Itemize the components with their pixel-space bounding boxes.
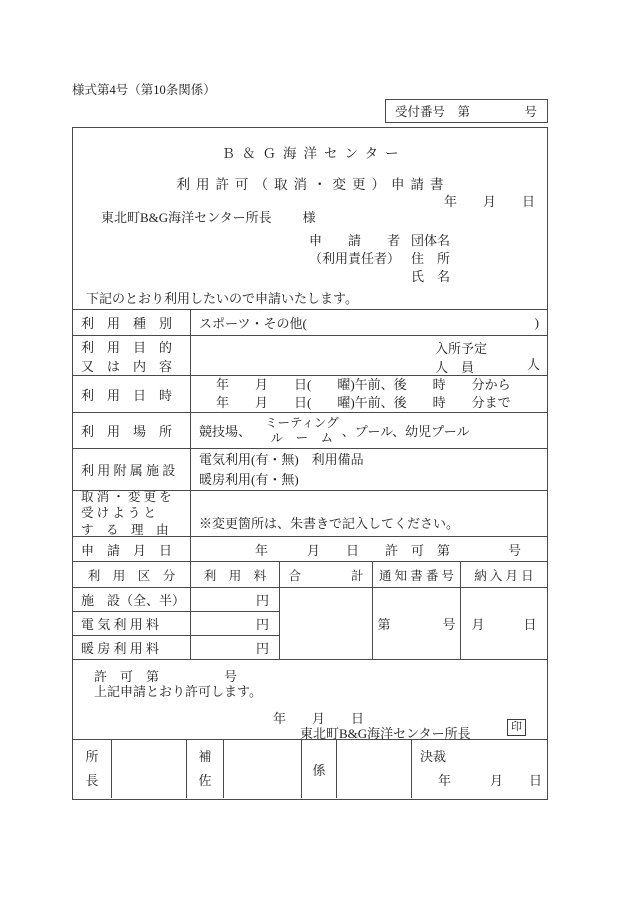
receipt-number-suffix: 号: [524, 105, 537, 119]
address-field: 住 所: [411, 250, 451, 266]
fee-row-heating: [73, 635, 280, 659]
row-usage-purpose: [73, 335, 547, 375]
meeting-room-stacked-label: [265, 416, 339, 446]
change-reason-label-line2: 受 け よ う と: [81, 506, 157, 521]
applicant-label: 申 請 者: [309, 233, 401, 248]
payment-date-cell: 月 日: [471, 617, 537, 632]
personnel-label: 人 員: [434, 359, 474, 375]
row-application-date: [73, 536, 547, 561]
honorific: 様: [302, 210, 316, 225]
meeting-room-line2: ル ー ム: [270, 430, 334, 445]
form-number: 様式第4号（第10条関係）: [72, 83, 216, 97]
fee-row-electricity: [73, 611, 280, 635]
staff-label-cell: [302, 740, 337, 798]
application-date-line: 年 月 日: [443, 194, 535, 209]
change-reason-value: [191, 491, 547, 536]
responsible-person-label: （利用責任者）: [309, 250, 401, 266]
name-field: 氏 名: [411, 268, 451, 284]
red-ink-note: ※変更箇所は、朱書きで記入してください。: [199, 516, 460, 531]
fee-row-facility: [73, 588, 280, 611]
usage-purpose-label: [73, 336, 191, 375]
usage-datetime-label: 利 用 日 時: [73, 376, 191, 412]
director-label-cell: [73, 740, 112, 798]
fee-heating-amount: 円: [191, 636, 280, 659]
change-reason-label-line1: 取 消 ・ 変 更 を: [81, 490, 172, 505]
fee-table-header: [73, 561, 547, 587]
application-date-text: 年 月 日 許 可 第: [255, 542, 451, 558]
planned-attendance-block: [435, 340, 487, 378]
assistant-stamp-cell: [224, 740, 302, 798]
applicant-row-address: [309, 250, 450, 268]
fee-rows: [73, 588, 280, 659]
fee-facility-label: 施 設（全、半）: [73, 588, 191, 611]
person-count-unit: 人: [526, 357, 540, 372]
row-usage-place: [73, 412, 547, 448]
director-label: 所長: [85, 748, 99, 788]
form-header: [73, 128, 547, 309]
permission-grant-statement: 上記申請とおり許可します。: [94, 684, 262, 699]
fee-facility-amount: 円: [191, 588, 280, 611]
fee-total-cell: [280, 588, 373, 659]
change-reason-label: [73, 491, 191, 536]
permission-signer: 東北町B&G海洋センター所長: [300, 726, 471, 741]
decision-date: 年 月 日: [438, 773, 543, 788]
assistant-label-cell: [187, 740, 224, 798]
application-form: [72, 127, 548, 800]
fee-electricity-amount: 円: [191, 612, 280, 635]
row-usage-type: [73, 309, 547, 335]
attached-facilities-label: 利 用 附 属 施 設: [73, 449, 191, 490]
application-date-label: 申 請 月 日: [73, 537, 191, 561]
applicant-row-name: [309, 268, 450, 286]
usage-type-paren-close: ): [534, 314, 539, 330]
attached-facilities-value: [191, 449, 547, 490]
addressee: 東北町B&G海洋センター所長: [101, 210, 272, 225]
usage-type-value: [191, 310, 547, 335]
fee-electricity-label: 電 気 利 用 料: [73, 612, 191, 635]
usage-place-value: [191, 413, 547, 448]
usage-datetime-value: [191, 376, 547, 412]
assistant-label: 補佐: [198, 748, 212, 788]
receipt-number-box: [385, 99, 548, 123]
planned-attendance-label: 入所予定: [434, 341, 487, 356]
decision-label: 決裁: [420, 749, 447, 764]
seal-mark-icon: 印: [507, 719, 526, 736]
usage-purpose-label-line1: 利 用 目 的: [81, 339, 173, 355]
organization-name-field: 団体名: [411, 233, 451, 248]
permission-section: [73, 659, 547, 739]
staff-stamp-cell: [337, 740, 412, 798]
center-name: Ｂ＆Ｇ海洋センター: [221, 146, 406, 161]
fee-header-total: 合 計: [280, 562, 373, 587]
fee-table-body: [73, 587, 547, 659]
usage-type-label: 利 用 種 別: [73, 310, 191, 335]
fee-header-category: 利 用 区 分: [73, 562, 191, 587]
usage-datetime-from: 年 月 日( 曜)午前、後 時 分から: [216, 376, 511, 392]
fee-header-usage-fee: 利 用 料: [191, 562, 280, 587]
addressee-line: [101, 207, 316, 226]
form-title: 利用許可（取消・変更）申請書: [176, 177, 450, 192]
usage-purpose-value: [191, 336, 547, 375]
permit-number-line: 許 可 第 号: [94, 669, 238, 684]
usage-type-options: スポーツ・その他(: [199, 316, 307, 331]
place-suffix: 、プール、幼児プール: [341, 424, 470, 439]
usage-place-label: 利 用 場 所: [73, 413, 191, 448]
row-usage-datetime: [73, 375, 547, 412]
fee-heating-label: 暖 房 利 用 料: [73, 636, 191, 659]
heating-use-line: 暖房利用(有・無): [199, 471, 299, 487]
application-date-value: [191, 537, 547, 561]
receipt-number-label: 受付番号 第: [395, 105, 471, 119]
director-stamp-cell: [112, 740, 187, 798]
fee-header-notice-number: 通 知 書 番 号: [373, 562, 461, 587]
electricity-use-line: 電気利用(有・無) 利用備品: [199, 452, 364, 467]
row-change-reason: [73, 490, 547, 536]
permit-number-suffix: 号: [508, 542, 522, 558]
meeting-room-line1: ミーティング: [265, 415, 339, 430]
change-reason-label-line3: す る 理 由: [81, 522, 169, 537]
staff-label: 係: [312, 762, 326, 778]
place-prefix: 競技場、: [199, 424, 252, 439]
applicant-row-organization: [309, 232, 450, 250]
notice-number-cell: 第 号: [373, 588, 461, 659]
fee-header-payment-date: 納 入 月 日: [474, 568, 534, 583]
row-attached-facilities: [73, 448, 547, 490]
approval-stamp-row: [73, 739, 547, 798]
usage-purpose-label-line2: 又 は 内 容: [81, 358, 173, 374]
application-statement: 下記のとおり利用したいので申請いたします。: [86, 291, 358, 306]
decision-cell: [412, 740, 547, 798]
permission-date: 年 月 日: [273, 711, 365, 726]
applicant-block: [309, 232, 450, 286]
usage-datetime-to: 年 月 日( 曜)午前、後 時 分まで: [216, 395, 511, 410]
